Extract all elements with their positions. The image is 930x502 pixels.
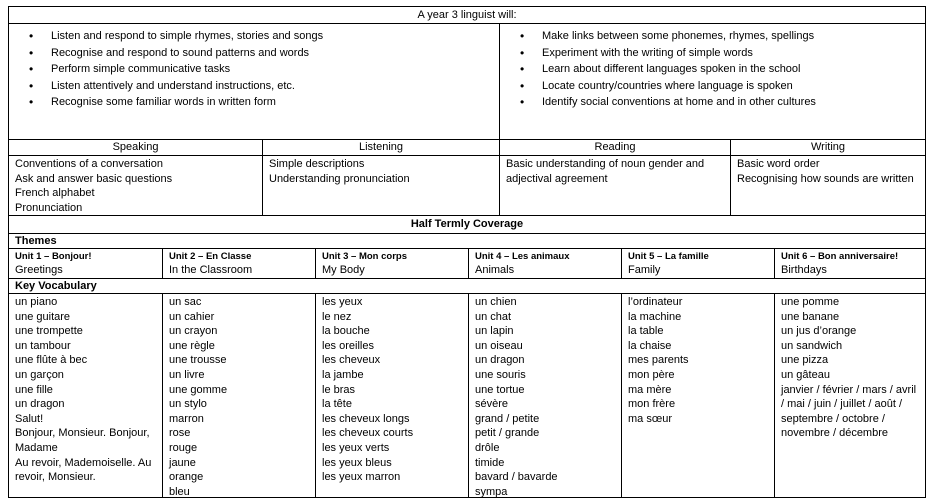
vocab-item: rose bbox=[169, 427, 191, 440]
skill-heading-speaking: Speaking bbox=[9, 139, 262, 155]
unit-cell bbox=[621, 248, 774, 278]
vocab-item: un dragon bbox=[15, 398, 65, 411]
objective-item: • Learn about different languages spoken in the school bbox=[500, 61, 925, 78]
objective-item: • Identify social conventions at home and in other cultures bbox=[500, 94, 925, 111]
vocab-item: Salut! bbox=[15, 412, 44, 425]
vocab-item: les yeux bbox=[322, 296, 363, 308]
skill-item: Basic word order bbox=[737, 158, 820, 170]
vocab-item: la machine bbox=[628, 310, 682, 323]
vocab-item: les oreilles bbox=[322, 339, 374, 352]
vocab-item: rouge bbox=[169, 441, 198, 454]
skill-items-speaking bbox=[9, 155, 262, 215]
vocab-item: l’ordinateur bbox=[628, 296, 683, 308]
unit-theme: My Body bbox=[322, 264, 365, 276]
vocab-item: ma mère bbox=[628, 383, 672, 396]
vocab-item: une pomme bbox=[781, 296, 840, 308]
vocab-item: mes parents bbox=[628, 354, 689, 367]
vocab-item: un crayon bbox=[169, 325, 218, 338]
vocab-item: ma sœur bbox=[628, 412, 672, 425]
skill-item: Recognising how sounds are written bbox=[737, 172, 914, 185]
unit-title: Unit 1 – Bonjour! bbox=[15, 251, 92, 262]
objective-item: • Locate country/countries where language is spoken bbox=[500, 78, 925, 95]
vocab-item: une banane bbox=[781, 310, 840, 323]
vocab-item: bavard / bavarde bbox=[475, 471, 558, 484]
skill-item: Conventions of a conversation bbox=[15, 158, 163, 170]
vocab-item: les cheveux bbox=[322, 354, 381, 367]
skill-item: adjectival agreement bbox=[506, 172, 608, 185]
skill-item: Simple descriptions bbox=[269, 158, 365, 170]
vocab-item: un piano bbox=[15, 296, 58, 308]
vocab-item: marron bbox=[169, 412, 204, 425]
vocab-item: jaune bbox=[169, 456, 196, 469]
vocab-item: Au revoir, Mademoiselle. Au revoir, Monsieur. bbox=[15, 456, 152, 484]
vocab-item: un lapin bbox=[475, 325, 514, 338]
unit-cell bbox=[468, 248, 621, 278]
vocab-item: un jus d’orange bbox=[781, 325, 857, 338]
vocab-item: les yeux verts bbox=[322, 441, 390, 454]
vocab-item: la chaise bbox=[628, 339, 672, 352]
vocab-item: mon père bbox=[628, 368, 675, 381]
vocab-column bbox=[621, 293, 774, 497]
vocab-item: grand / petite bbox=[475, 412, 540, 425]
unit-cell bbox=[162, 248, 315, 278]
curriculum-document bbox=[8, 6, 926, 498]
vocab-column bbox=[315, 293, 468, 497]
vocab-label: Key Vocabulary bbox=[9, 278, 925, 293]
unit-theme: Greetings bbox=[15, 264, 63, 276]
vocab-column bbox=[9, 293, 162, 497]
skill-heading-writing: Writing bbox=[730, 139, 925, 155]
vocab-item: sévère bbox=[475, 398, 509, 411]
skill-item: Basic understanding of noun gender and bbox=[506, 158, 705, 170]
objective-item: • Recognise and respond to sound patterns and words bbox=[9, 45, 499, 62]
vocab-item: un sac bbox=[169, 296, 202, 308]
themes-label: Themes bbox=[9, 233, 925, 248]
vocab-item: un garçon bbox=[15, 368, 64, 381]
unit-title: Unit 6 – Bon anniversaire! bbox=[781, 251, 899, 262]
unit-theme: Animals bbox=[475, 264, 515, 276]
vocab-item: un chien bbox=[475, 296, 517, 308]
objectives-right bbox=[499, 23, 925, 139]
vocab-column bbox=[468, 293, 621, 497]
document-title: A year 3 linguist will: bbox=[417, 9, 517, 21]
vocab-item: une règle bbox=[169, 339, 215, 352]
vocab-item: un gâteau bbox=[781, 368, 830, 381]
vocab-item: mon frère bbox=[628, 398, 676, 411]
vocab-item: orange bbox=[169, 471, 204, 484]
vocab-column bbox=[162, 293, 315, 497]
vocab-item: un sandwich bbox=[781, 339, 843, 352]
vocab-item: un oiseau bbox=[475, 339, 523, 352]
vocab-item: une tortue bbox=[475, 383, 525, 396]
vocab-item: la tête bbox=[322, 398, 352, 411]
vocab-item: une pizza bbox=[781, 354, 829, 367]
vocab-item: un chat bbox=[475, 310, 512, 323]
unit-theme: Birthdays bbox=[781, 264, 827, 276]
skill-heading-listening: Listening bbox=[262, 139, 499, 155]
vocab-item: les cheveux longs bbox=[322, 412, 410, 425]
objective-item: • Recognise some familiar words in written form bbox=[9, 94, 499, 111]
vocab-item: une fille bbox=[15, 383, 53, 396]
skill-item: French alphabet bbox=[15, 187, 95, 200]
vocab-item: une souris bbox=[475, 368, 526, 381]
unit-cell bbox=[774, 248, 925, 278]
vocab-item: la bouche bbox=[322, 325, 370, 338]
vocab-item: petit / grande bbox=[475, 427, 540, 440]
objective-item: • Experiment with the writing of simple words bbox=[500, 45, 925, 62]
skill-heading-reading: Reading bbox=[499, 139, 730, 155]
objective-item: • Listen and respond to simple rhymes, stories and songs bbox=[9, 28, 499, 45]
unit-cell bbox=[9, 248, 162, 278]
objective-item: • Make links between some phonemes, rhymes, spellings bbox=[500, 28, 925, 45]
vocab-item: un stylo bbox=[169, 398, 207, 411]
vocab-item: sympa bbox=[475, 485, 508, 498]
vocab-item: une flûte à bec bbox=[15, 354, 88, 367]
vocab-item: une trompette bbox=[15, 325, 83, 338]
skill-item: Pronunciation bbox=[15, 201, 83, 214]
unit-title: Unit 5 – La famille bbox=[628, 251, 709, 262]
vocab-item: une guitare bbox=[15, 310, 71, 323]
vocab-column bbox=[774, 293, 925, 497]
vocab-item: les cheveux courts bbox=[322, 427, 414, 440]
skill-item: Understanding pronunciation bbox=[269, 172, 410, 185]
vocab-item: Bonjour, Monsieur. Bonjour, Madame bbox=[15, 427, 150, 454]
vocab-item: drôle bbox=[475, 441, 500, 454]
skill-items-reading bbox=[499, 155, 730, 215]
vocab-item: la jambe bbox=[322, 368, 364, 381]
objective-item: • Listen attentively and understand instructions, etc. bbox=[9, 78, 499, 95]
unit-title: Unit 4 – Les animaux bbox=[475, 251, 570, 262]
unit-theme: Family bbox=[628, 264, 661, 276]
vocab-item: un dragon bbox=[475, 354, 525, 367]
vocab-item: le bras bbox=[322, 383, 356, 396]
skill-items-writing bbox=[730, 155, 925, 215]
vocab-item: une gomme bbox=[169, 383, 228, 396]
objective-item: • Perform simple communicative tasks bbox=[9, 61, 499, 78]
vocab-item: le nez bbox=[322, 310, 352, 323]
vocab-item: la table bbox=[628, 325, 664, 338]
vocab-item: un livre bbox=[169, 368, 205, 381]
vocab-item: les yeux marron bbox=[322, 471, 401, 484]
vocab-item: timide bbox=[475, 456, 505, 469]
unit-theme: In the Classroom bbox=[169, 264, 253, 276]
vocab-item: les yeux bleus bbox=[322, 456, 392, 469]
vocab-item: un cahier bbox=[169, 310, 215, 323]
unit-title: Unit 2 – En Classe bbox=[169, 251, 252, 262]
unit-title: Unit 3 – Mon corps bbox=[322, 251, 407, 262]
unit-cell bbox=[315, 248, 468, 278]
vocab-item: janvier / février / mars / avril / mai / juin / juillet / août / septembre / octobre / novembre / décembre bbox=[781, 383, 917, 440]
vocab-item: bleu bbox=[169, 485, 190, 498]
skill-item: Ask and answer basic questions bbox=[15, 172, 173, 185]
objectives-left bbox=[9, 23, 499, 139]
skill-items-listening bbox=[262, 155, 499, 215]
vocab-item: un tambour bbox=[15, 339, 71, 352]
vocab-item: une trousse bbox=[169, 354, 227, 367]
coverage-title: Half Termly Coverage bbox=[9, 215, 925, 233]
